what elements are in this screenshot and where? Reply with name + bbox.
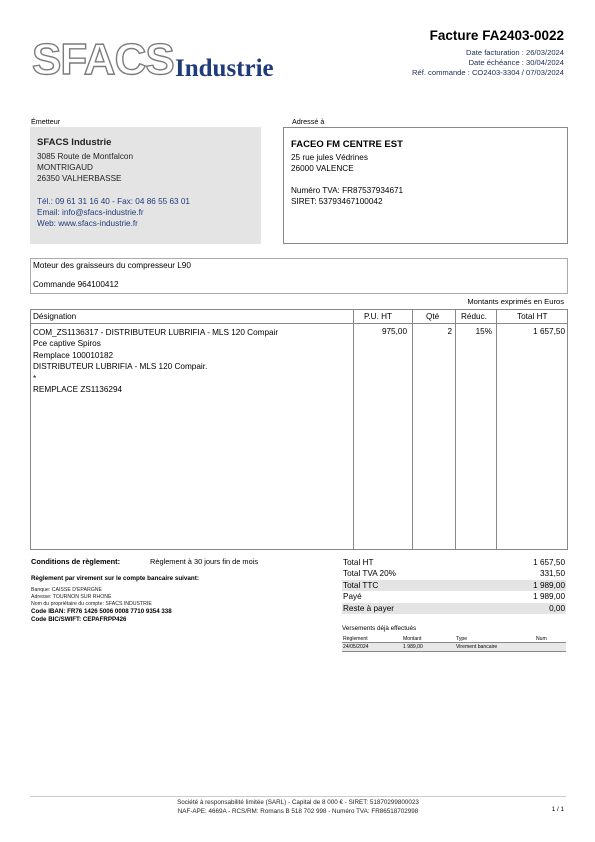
payment-date: 24/05/2024 bbox=[343, 644, 369, 650]
emitter-box bbox=[30, 127, 261, 244]
bank-iban: Code IBAN: FR76 1426 5006 0008 7710 9354 338 bbox=[31, 608, 172, 616]
total-label: Total TVA 20% bbox=[343, 569, 396, 579]
invoice-date: Date facturation : 26/03/2024 bbox=[466, 48, 564, 57]
footer-legal-line: NAF-APE: 4669A - RCS/RM: Romans B 518 702 998 - Numéro TVA: FR86518702998 bbox=[177, 807, 419, 815]
row-total: 1 657,50 bbox=[533, 327, 565, 336]
recipient-siret: SIRET: 53793467100042 bbox=[291, 197, 383, 206]
bank-details bbox=[31, 587, 172, 624]
recipient-label: Adressé à bbox=[292, 117, 325, 126]
object-line: Moteur des graisseurs du compresseur L90 bbox=[33, 261, 191, 270]
recipient-ids bbox=[291, 185, 403, 207]
designation-line: Remplace 100010182 bbox=[33, 350, 114, 360]
designation-line: Pce captive Spiros bbox=[33, 339, 101, 349]
designation-line: COM_ZS1136317 - DISTRIBUTEUR LUBRIFIA - MLS 120 Compair bbox=[33, 328, 279, 337]
header-quantity: Qté bbox=[426, 312, 440, 321]
items-table bbox=[30, 309, 568, 550]
total-value: 1 989,00 bbox=[533, 592, 565, 602]
recipient-name: FACEO FM CENTRE EST bbox=[291, 139, 403, 150]
emitter-phone: Tél.: 09 61 31 16 40 - Fax: 04 86 55 63 01 bbox=[37, 197, 190, 206]
payments-header-cell: Num bbox=[536, 636, 547, 642]
recipient-box bbox=[283, 127, 568, 244]
total-label: Reste à payer bbox=[343, 603, 394, 613]
total-label: Total HT bbox=[343, 558, 374, 567]
designation-line: REMPLACE ZS1136294 bbox=[33, 385, 123, 395]
invoice-object-box bbox=[30, 258, 568, 294]
emitter-address-line: 3085 Route de Montfalcon bbox=[37, 152, 134, 161]
payment-conditions-value: Règlement à 30 jours fin de mois bbox=[150, 557, 259, 566]
invoice-due-date: Date échéance : 30/04/2024 bbox=[468, 58, 564, 68]
totals-row bbox=[342, 591, 566, 602]
row-designation bbox=[33, 327, 353, 395]
payments-header-cell: Type bbox=[456, 636, 468, 642]
bank-owner: Nom du propriétaire du compte: SFACS INDUSTRIE bbox=[31, 601, 152, 608]
page-footer bbox=[30, 796, 566, 817]
currency-note: Montants exprimés en Euros bbox=[467, 297, 564, 306]
bank-transfer-title: Règlement par virement sur le compte bancaire suivant: bbox=[31, 575, 199, 582]
totals-row bbox=[342, 557, 566, 568]
emitter-address-line: MONTRIGAUD bbox=[37, 162, 93, 172]
recipient-address-line: 25 rue jules Védrines bbox=[291, 153, 368, 162]
logo-brand-text: SFACS bbox=[32, 35, 174, 84]
totals-table bbox=[342, 557, 566, 614]
total-value: 331,50 bbox=[539, 569, 565, 579]
total-value: 1 657,50 bbox=[533, 558, 565, 567]
payment-type: Virement bancaire bbox=[456, 644, 498, 650]
row-quantity: 2 bbox=[447, 327, 452, 336]
bank-address: Adresse: TOURNON SUR RHONE bbox=[31, 594, 112, 601]
payments-header-cell: Montant bbox=[403, 636, 422, 642]
page-number: 1 / 1 bbox=[551, 806, 564, 813]
invoice-order-ref: Réf. commande : CO2403-3304 / 07/03/2024 bbox=[412, 68, 564, 78]
total-label: Total TTC bbox=[343, 580, 379, 590]
column-divider bbox=[496, 310, 497, 549]
payments-table bbox=[342, 635, 566, 652]
column-divider bbox=[455, 310, 456, 549]
column-divider bbox=[353, 310, 354, 549]
recipient-address bbox=[291, 153, 368, 175]
emitter-address bbox=[37, 152, 133, 184]
designation-line: DISTRIBUTEUR LUBRIFIA - MLS 120 Compair. bbox=[33, 362, 208, 372]
payments-header bbox=[342, 635, 566, 643]
totals-row bbox=[342, 568, 566, 579]
emitter-name: SFACS Industrie bbox=[37, 137, 112, 148]
header-discount: Réduc. bbox=[461, 312, 487, 321]
totals-row bbox=[342, 603, 566, 614]
totals-row bbox=[342, 580, 566, 591]
bank-bic: Code BIC/SWIFT: CEPAFRPP426 bbox=[31, 616, 127, 624]
total-value: 0,00 bbox=[549, 603, 565, 613]
header-total: Total HT bbox=[517, 312, 548, 321]
recipient-tva: Numéro TVA: FR87537934671 bbox=[291, 186, 404, 195]
payments-header-cell: Règlement bbox=[343, 636, 368, 642]
emitter-web[interactable]: Web: www.sfacs-industrie.fr bbox=[37, 219, 138, 229]
emitter-label: Émetteur bbox=[31, 117, 61, 126]
company-logo bbox=[30, 28, 290, 84]
payments-title: Versements déjà effectués bbox=[342, 625, 417, 632]
designation-line: * bbox=[33, 373, 37, 383]
column-divider bbox=[412, 310, 413, 549]
footer-legal-line: Société à responsabilité limitée (SARL) - Capital de 8 000 € - SIRET: 51870299800023 bbox=[177, 799, 419, 806]
row-discount: 15% bbox=[475, 327, 492, 336]
total-value: 1 989,00 bbox=[533, 580, 565, 590]
payments-row bbox=[342, 643, 566, 652]
total-label: Payé bbox=[343, 592, 362, 602]
logo-sub-text: Industrie bbox=[175, 55, 274, 82]
invoice-meta bbox=[412, 48, 564, 79]
bank-name: Banque: CAISSE D'EPARGNE bbox=[31, 587, 102, 593]
recipient-address-line: 26000 VALENCE bbox=[291, 163, 354, 173]
payment-conditions-label: Conditions de règlement: bbox=[31, 557, 121, 566]
emitter-contact bbox=[37, 196, 190, 230]
header-designation: Désignation bbox=[33, 312, 77, 321]
object-order-line: Commande 964100412 bbox=[33, 280, 119, 289]
row-unit-price: 975,00 bbox=[381, 327, 407, 336]
header-unit-price: P.U. HT bbox=[364, 312, 393, 321]
emitter-address-line: 26350 VALHERBASSE bbox=[37, 173, 122, 183]
emitter-email[interactable]: Email: info@sfacs-industrie.fr bbox=[37, 208, 144, 218]
invoice-title: Facture FA2403-0022 bbox=[429, 28, 564, 43]
payment-amount: 1 989,00 bbox=[403, 644, 423, 650]
